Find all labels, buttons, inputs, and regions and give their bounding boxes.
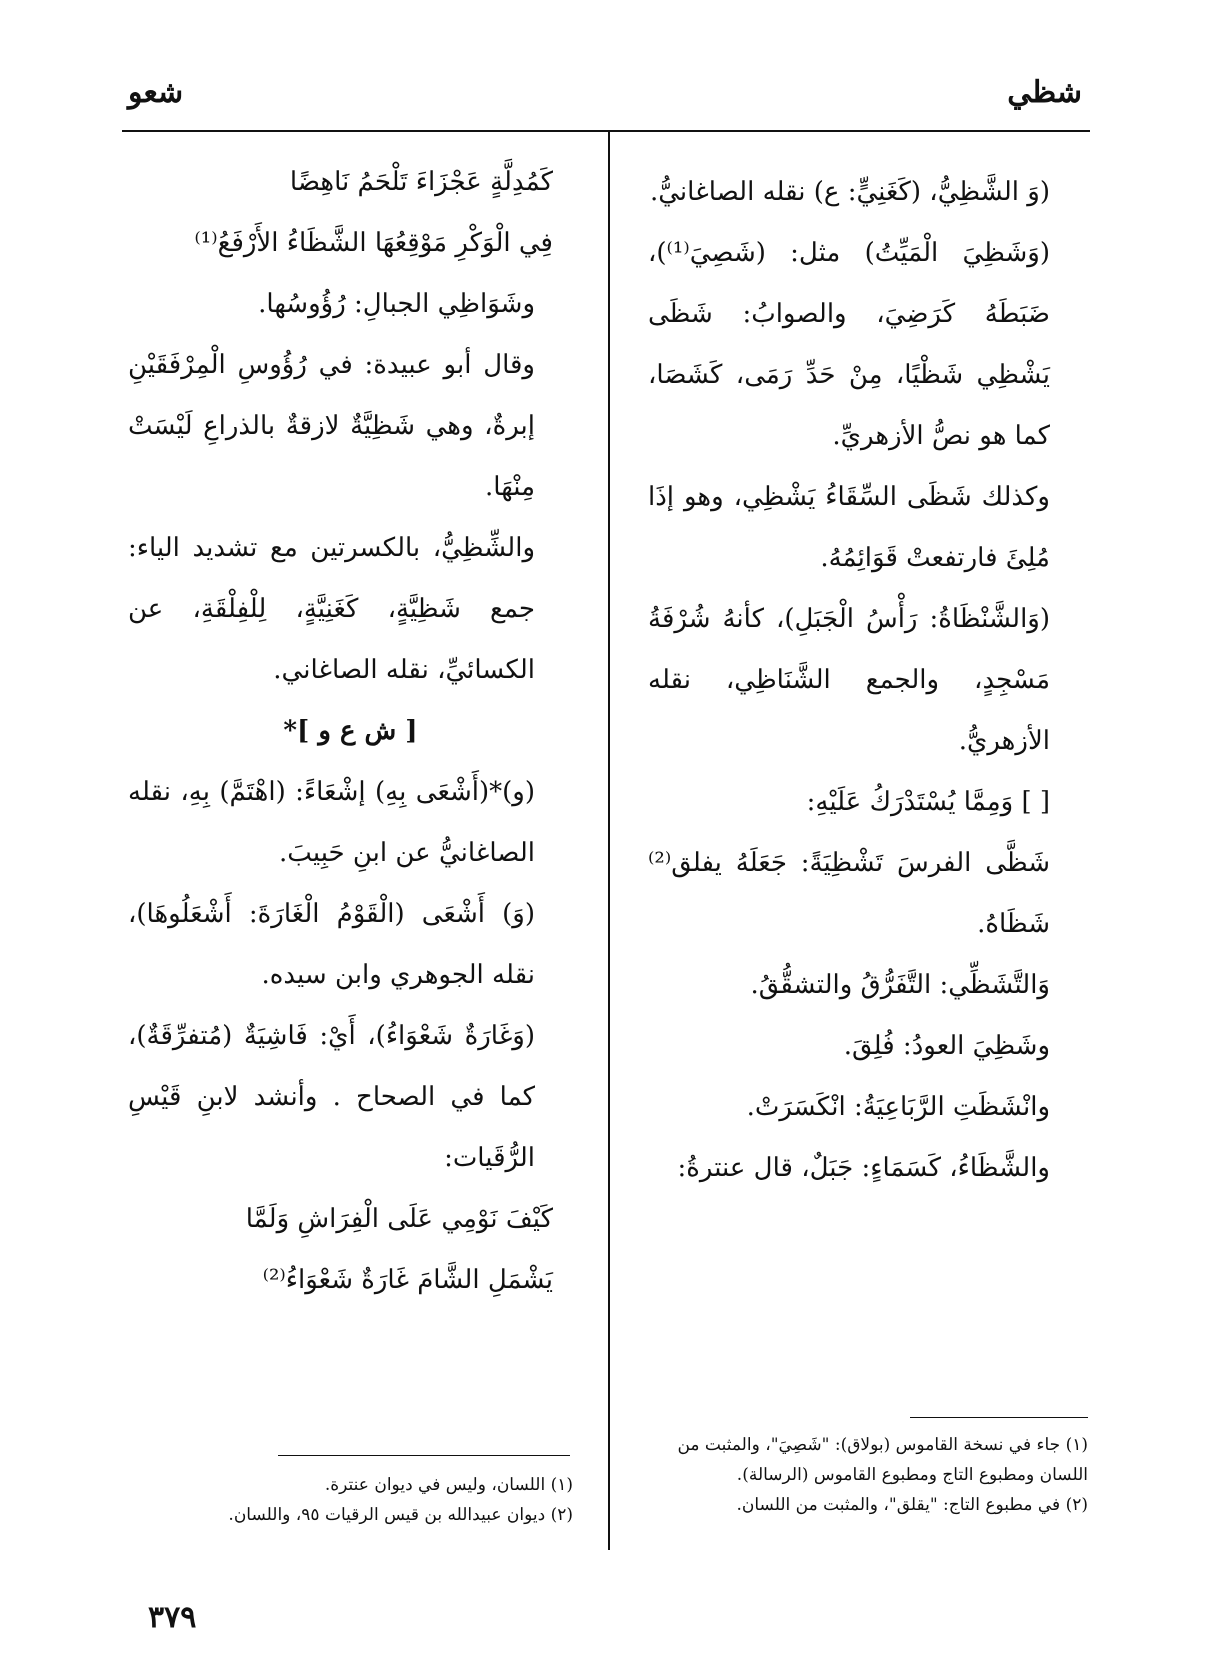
running-header-right: شظي: [1007, 75, 1082, 110]
footnote: (٢) ديوان عبيدالله بن قيس الرقيات ٩٥، واللسان.: [228, 1505, 573, 1525]
entry-paragraph: شَظَّى الفرسَ تَشْظِيَةً: جَعَلَهُ يفلق⁽²⁾ شَظَاهُ.: [648, 848, 1050, 939]
entry-paragraph: والشِّظِيُّ، بالكسرتين مع تشديد الياء: جمع شَظِيَّةٍ، كَغَنِيَّةٍ، لِلْفِلْقَةِ، عن الكسائيِّ، نقله الصاغاني.: [128, 533, 535, 685]
footnote-rule-left: [278, 1455, 570, 1456]
entry-paragraph: وانْشَظَتِ الرَّبَاعِيَةُ: انْكَسَرَتْ.: [746, 1092, 1050, 1122]
entry-paragraph: (وَ الشَّظِيُّ، (كَغَنِيٍّ: ع) نقله الصاغانيُّ.: [650, 177, 1050, 207]
entry-paragraph: وكذلك شَظَى السِّقَاءُ يَشْظِي، وهو إذَا مُلِئَ فارتفعتْ قَوَائِمُهُ.: [648, 482, 1050, 573]
entry-paragraph: وشَظِيَ العودُ: فُلِقَ.: [843, 1031, 1050, 1061]
verse-line: كَيْفَ نَوْمِي عَلَى الْفِرَاشِ وَلَمَّا: [245, 1204, 553, 1234]
entry-paragraph: والشَّظَاءُ، كَسَمَاءٍ: جَبَلٌ، قال عنترةُ:: [677, 1153, 1050, 1183]
entry-paragraph: وشَوَاظِي الجبالِ: رُؤُوسُها.: [258, 289, 535, 319]
left-column: [128, 152, 573, 1311]
header-rule: [122, 130, 1090, 132]
verse-line: كَمُدِلَّةٍ عَجْزَاءَ تَلْحَمُ نَاهِضًا: [289, 167, 553, 197]
footnote: (٢) في مطبوع التاج: "يقلق"، والمثبت من اللسان.: [736, 1495, 1088, 1515]
entry-paragraph: (وَشَظِيَ الْمَيِّتُ) مثل: (شَصِيَ⁽¹⁾)، ضَبَطَهُ كَرَضِيَ، والصوابُ: شَظَى يَشْظِي شَظْيًا، مِنْ حَدِّ رَمَى، كَشَصَا، كما هو نصُّ الأزهريِّ.: [648, 238, 1050, 451]
column-divider: [608, 132, 610, 1550]
footnote: (١) جاء في نسخة القاموس (بولاق): "شَصِيَ"، والمثبت من اللسان ومطبوع التاج ومطبوع القاموس (الرسالة).: [677, 1435, 1088, 1485]
entry-paragraph: (وَ) أَشْعَى (الْقَوْمُ الْغَارَةَ: أَشْعَلُوهَا)، نقله الجوهري وابن سيده.: [128, 899, 535, 990]
footnote: (١) اللسان، وليس في ديوان عنترة.: [324, 1475, 573, 1495]
footnote-rule-right: [910, 1417, 1088, 1418]
entry-paragraph: (و)*(أَشْعَى بِهِ) إشْعَاءً: (اهْتَمَّ) بِهِ، نقله الصاغانيُّ عن ابنِ حَبِيبَ.: [128, 777, 535, 868]
entry-paragraph: وقال أبو عبيدة: في رُؤُوسِ الْمِرْفَقَيْنِ إبرةٌ، وهي شَظِيَّةٌ لازقةٌ بالذراعِ لَيْسَتْ مِنْهَا.: [128, 350, 535, 502]
root-heading: [ ش ع و ]*: [283, 716, 418, 746]
entry-paragraph: (وَالشَّنْظَاةُ: رَأْسُ الْجَبَلِ)، كأنهُ شُرْفَةُ مَسْجِدٍ، والجمع الشَّنَاظِي، نقله الأزهريُّ.: [648, 604, 1050, 756]
verse-line: يَشْمَلِ الشَّامَ غَارَةٌ شَعْوَاءُ⁽²⁾: [262, 1265, 553, 1295]
entry-paragraph: [ ] وَمِمَّا يُسْتَدْرَكُ عَلَيْهِ:: [806, 787, 1050, 817]
left-footnotes: [128, 1470, 573, 1530]
page-number: ٣٧٩: [148, 1600, 197, 1635]
entry-paragraph: (وَغَارَةٌ شَعْوَاءُ)، أَيْ: فَاشِيَةٌ (مُتفرِّقَةٌ)، كما في الصحاح . وأنشد لابنِ قَيْسِ الرُّقَيات:: [128, 1021, 535, 1173]
entry-paragraph: وَالتَّشَظِّي: التَّفَرُّقُ والتشقُّقُ.: [750, 970, 1050, 1000]
running-header-left: شعو: [128, 75, 184, 110]
right-column: [648, 162, 1088, 1199]
right-footnotes: [648, 1430, 1088, 1520]
verse-line: فِي الْوَكْرِ مَوْقِعُهَا الشَّظَاءُ الأَرْفَعُ⁽¹⁾: [194, 228, 553, 258]
